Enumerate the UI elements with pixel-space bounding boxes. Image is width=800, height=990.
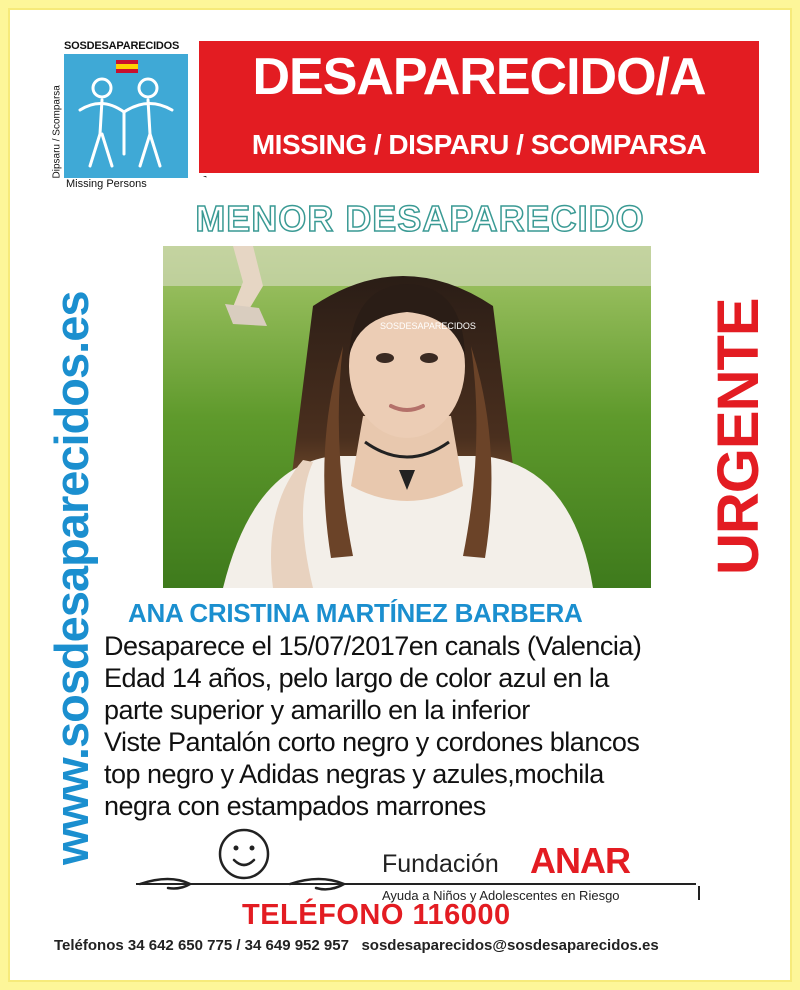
- footer-contact: [54, 937, 659, 954]
- header-title: DESAPARECIDO/A: [252, 48, 706, 106]
- missing-poster: [10, 10, 790, 980]
- logo-left-text: Dipsaru / Scomparsa: [51, 85, 63, 179]
- foundation-label: Fundación: [382, 850, 499, 878]
- divider: [136, 883, 696, 885]
- side-website-link[interactable]: www.sosdesaparecidos.es: [45, 291, 98, 865]
- person-name: ANA CRISTINA MARTÍNEZ BARBERA: [128, 598, 583, 628]
- logo-figures-icon: [64, 54, 188, 178]
- header-subtitle: MISSING / DISPARU / SCOMPARSA: [251, 129, 707, 160]
- photo-watermark: SOSDESAPARECIDOS: [380, 321, 476, 331]
- description-line: parte superior y amarillo en la inferior: [104, 695, 530, 725]
- footer-phones[interactable]: Teléfonos 34 642 650 775 / 34 649 952 957: [54, 937, 349, 954]
- description-line: Edad 14 años, pelo largo de color azul en la: [104, 663, 609, 693]
- person-photo: [163, 246, 651, 588]
- divider-tick: [698, 886, 700, 900]
- header-banner: [196, 38, 762, 176]
- hands-icon: [130, 870, 370, 900]
- description-line: Viste Pantalón corto negro y cordones blancos: [104, 727, 640, 757]
- person-description: [104, 630, 794, 822]
- sosdesaparecidos-logo: [38, 40, 198, 198]
- foundation-subtitle: Ayuda a Niños y Adolescentes en Riesgo: [382, 888, 620, 903]
- footer-email[interactable]: sosdesaparecidos@sosdesaparecidos.es: [361, 937, 659, 954]
- category-label: MENOR DESAPARECIDO: [195, 198, 645, 239]
- logo-top-text: SOSDESAPARECIDOS: [64, 40, 180, 52]
- helpline-phone[interactable]: TELÉFONO 116000: [242, 899, 511, 931]
- description-line: Desaparece el 15/07/2017en canals (Valencia): [104, 631, 642, 661]
- description-line: top negro y Adidas negras y azules,mochila: [104, 759, 604, 789]
- description-line: negra con estampados marrones: [104, 791, 486, 821]
- logo-bottom-text: Missing Persons: [66, 178, 147, 190]
- anar-logo: ANAR: [530, 840, 630, 881]
- urgent-label: URGENTE: [706, 298, 771, 575]
